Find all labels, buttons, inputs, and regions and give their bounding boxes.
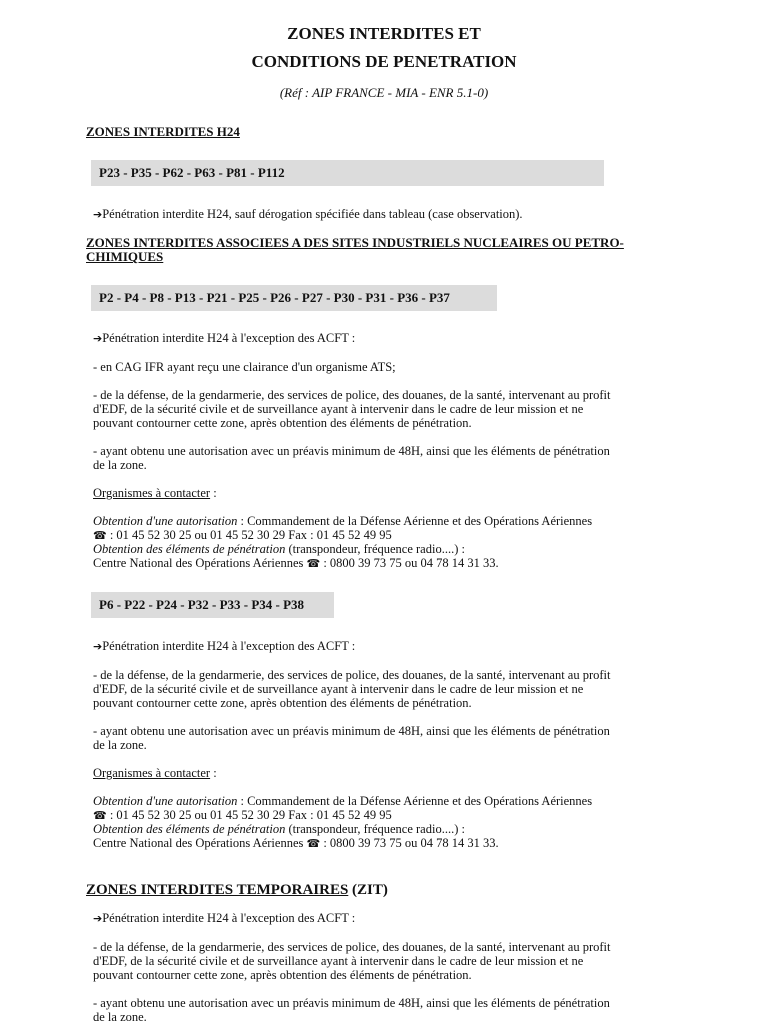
groupB-auth-phones-text: : 01 45 52 30 25 ou 01 45 52 30 29 Fax : 01 45 52 49 95: [106, 808, 392, 822]
groupB-item2-l1: - ayant obtenu une autorisation avec un préavis minimum de 48H, ainsi que les éléments de pénétration: [93, 724, 610, 738]
groupB-auth-phones: [93, 808, 392, 823]
groupB-contacts-label: Organismes à contacter: [93, 766, 211, 780]
section1-note-text: Pénétration interdite H24, sauf dérogation spécifiée dans tableau (case observation).: [102, 207, 523, 221]
groupB-pen-label: Obtention des éléments de pénétration: [93, 822, 286, 836]
groupA-contacts: [93, 486, 217, 500]
section3-heading: [86, 882, 388, 899]
section3-item2-l1: - ayant obtenu une autorisation avec un préavis minimum de 48H, ainsi que les éléments de pénétration: [93, 996, 610, 1010]
telephone-icon: ☎: [306, 837, 321, 850]
groupA-auth-label: Obtention d'une autorisation: [93, 514, 238, 528]
groupB-intro-text: Pénétration interdite H24 à l'exception des ACFT :: [102, 639, 356, 653]
groupA-cnoa: [93, 556, 499, 571]
section1-heading: ZONES INTERDITES H24: [86, 124, 240, 139]
document-reference: (Réf : AIP FRANCE - MIA - ENR 5.1-0): [279, 85, 489, 100]
groupA-pen: [93, 542, 465, 556]
groupA-auth-text: : Commandement de la Défense Aérienne et des Opérations Aériennes: [237, 514, 593, 528]
groupB-cnoa-phones: : 0800 39 73 75 ou 04 78 14 31 33.: [320, 836, 499, 850]
right-arrow-icon: ➔: [93, 332, 103, 345]
groupA-auth: [93, 514, 592, 528]
right-arrow-icon: ➔: [93, 912, 103, 925]
groupA-pen-text: (transpondeur, fréquence radio....) :: [285, 542, 465, 556]
groupB-pen: [93, 822, 465, 836]
groupA-item2-l2: d'EDF, de la sécurité civile et de surveillance ayant à intervenir dans le cadre de leur mission et ne: [93, 402, 584, 416]
telephone-icon: ☎: [93, 809, 107, 822]
section3-item1-l1: - de la défense, de la gendarmerie, des services de police, des douanes, de la santé, intervenant au profit: [93, 940, 611, 954]
telephone-icon: ☎: [93, 529, 107, 542]
groupA-contacts-colon: :: [210, 486, 217, 500]
section3-item1-l2: d'EDF, de la sécurité civile et de surveillance ayant à intervenir dans le cadre de leur mission et ne: [93, 954, 584, 968]
groupA-cnoa-text: Centre National des Opérations Aériennes: [93, 556, 307, 570]
groupB-contacts: [93, 766, 217, 780]
section3-item1-l3: pouvant contourner cette zone, après obtention des éléments de pénétration.: [93, 968, 472, 982]
groupB-item1-l1: - de la défense, de la gendarmerie, des services de police, des douanes, de la santé, intervenant au profit: [93, 668, 611, 682]
section3-intro: [93, 911, 355, 926]
right-arrow-icon: ➔: [93, 208, 103, 221]
groupA-item3-l1: - ayant obtenu une autorisation avec un préavis minimum de 48H, ainsi que les éléments de pénétration: [93, 444, 610, 458]
groupA-item2-l3: pouvant contourner cette zone, après obtention des éléments de pénétration.: [93, 416, 472, 430]
groupB-cnoa: [93, 836, 499, 851]
section1-zones: P23 - P35 - P62 - P63 - P81 - P112: [99, 165, 285, 180]
groupA-pen-label: Obtention des éléments de pénétration: [93, 542, 286, 556]
groupA-contacts-label: Organismes à contacter: [93, 486, 211, 500]
telephone-icon: ☎: [306, 557, 321, 570]
groupA-intro-text: Pénétration interdite H24 à l'exception des ACFT :: [102, 331, 356, 345]
groupA-intro: [93, 331, 355, 346]
section2-groupA-zones-box: [91, 285, 497, 311]
groupA-item1: - en CAG IFR ayant reçu une clairance d'un organisme ATS;: [93, 360, 396, 374]
groupB-auth-label: Obtention d'une autorisation: [93, 794, 238, 808]
groupB-item1-l3: pouvant contourner cette zone, après obtention des éléments de pénétration.: [93, 696, 472, 710]
section3-heading-text: ZONES INTERDITES TEMPORAIRES: [86, 882, 349, 898]
groupA-auth-phones: [93, 528, 392, 543]
groupB-item1-l2: d'EDF, de la sécurité civile et de surveillance ayant à intervenir dans le cadre de leur mission et ne: [93, 682, 584, 696]
right-arrow-icon: ➔: [93, 640, 103, 653]
document-title-line2: CONDITIONS DE PENETRATION: [251, 52, 517, 71]
section1-note: [93, 207, 523, 222]
groupA-cnoa-phones: : 0800 39 73 75 ou 04 78 14 31 33.: [320, 556, 499, 570]
groupB-intro: [93, 639, 355, 654]
groupB-cnoa-text: Centre National des Opérations Aériennes: [93, 836, 307, 850]
document-title-line1: ZONES INTERDITES ET: [287, 24, 481, 43]
groupA-item2-l1: - de la défense, de la gendarmerie, des services de police, des douanes, de la santé, intervenant au profit: [93, 388, 611, 402]
groupA-auth-phones-text: : 01 45 52 30 25 ou 01 45 52 30 29 Fax : 01 45 52 49 95: [106, 528, 392, 542]
section1-zones-box: [91, 160, 604, 186]
section3-intro-text: Pénétration interdite H24 à l'exception des ACFT :: [102, 911, 356, 925]
groupB-item2-l2: de la zone.: [93, 738, 147, 752]
section2-groupA-zones: P2 - P4 - P8 - P13 - P21 - P25 - P26 - P27 - P30 - P31 - P36 - P37: [99, 290, 450, 305]
groupB-auth-text: : Commandement de la Défense Aérienne et des Opérations Aériennes: [237, 794, 593, 808]
section3-heading-suffix: (ZIT): [348, 882, 388, 898]
groupB-contacts-colon: :: [210, 766, 217, 780]
groupB-auth: [93, 794, 592, 808]
section2-heading-line2: CHIMIQUES: [86, 249, 164, 264]
groupB-pen-text: (transpondeur, fréquence radio....) :: [285, 822, 465, 836]
section2-groupB-zones-box: [91, 592, 334, 618]
section2-groupB-zones: P6 - P22 - P24 - P32 - P33 - P34 - P38: [99, 597, 305, 612]
groupA-item3-l2: de la zone.: [93, 458, 147, 472]
section2-heading-line1: ZONES INTERDITES ASSOCIEES A DES SITES INDUSTRIELS NUCLEAIRES OU PETRO-: [86, 235, 624, 250]
section3-item2-l2: de la zone.: [93, 1010, 147, 1024]
